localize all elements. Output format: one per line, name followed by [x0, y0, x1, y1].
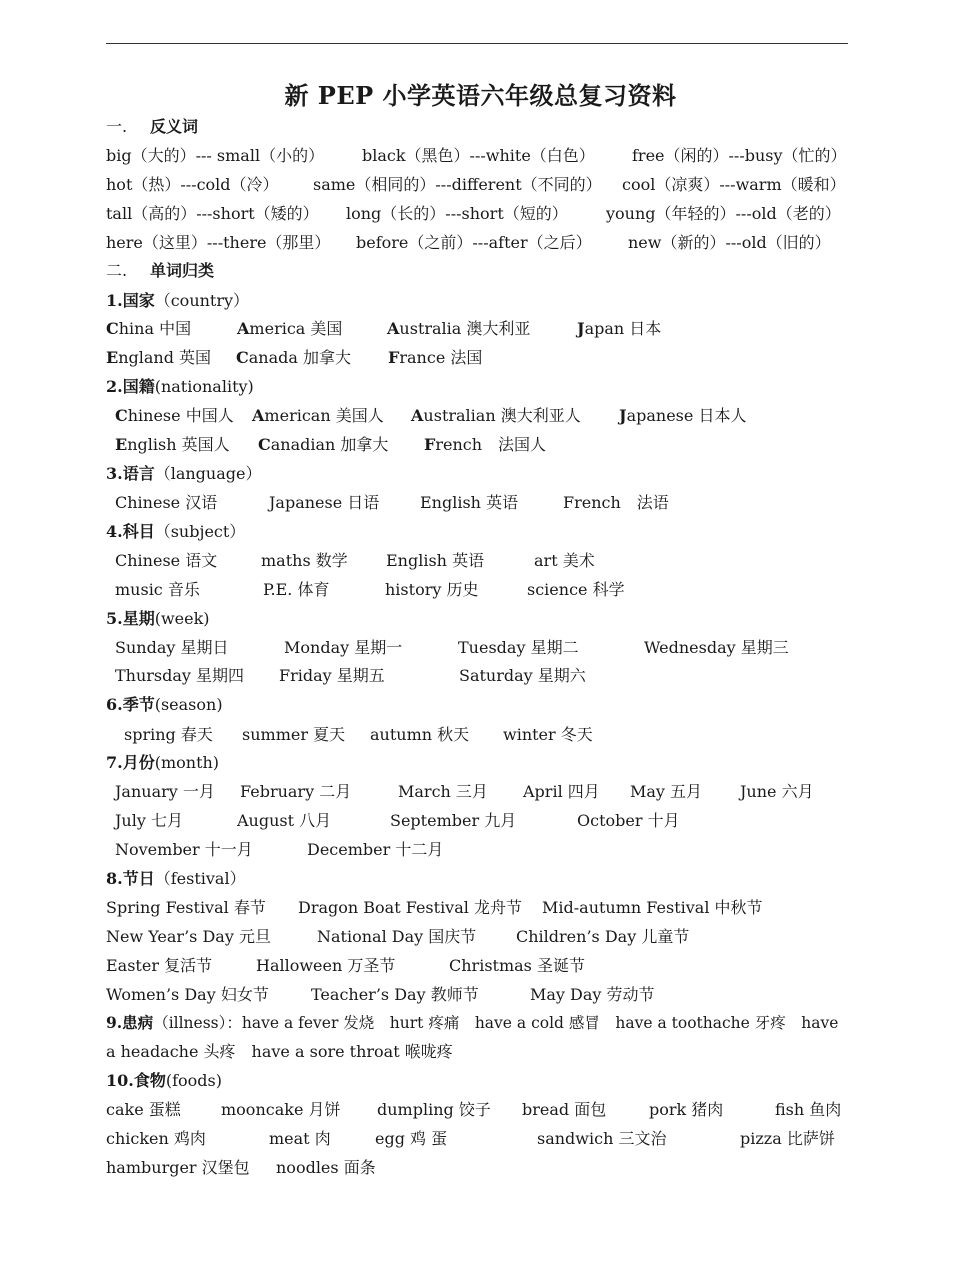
festival-word: May Day 劳动节 — [530, 985, 655, 1004]
festival-word: New Year’s Day 元旦 — [106, 927, 271, 946]
month-word: March 三月 — [398, 782, 488, 801]
nationality-word: Japanese 日本人 — [619, 406, 747, 425]
section-label: 单词归类 — [150, 261, 215, 280]
antonym-pair: new（新的）---old（旧的） — [628, 233, 831, 252]
season-word: summer 夏天 — [242, 725, 346, 744]
food-word: pork 猪肉 — [649, 1100, 724, 1119]
month-word: July 七月 — [115, 811, 183, 830]
festival-word: Teacher’s Day 教师节 — [311, 985, 479, 1004]
antonym-pair: young（年轻的）---old（老的） — [606, 204, 841, 223]
nationality-word: Australian 澳大利亚人 — [411, 406, 581, 425]
season-word: winter 冬天 — [503, 725, 593, 744]
weekday-word: Wednesday 星期三 — [644, 638, 789, 657]
category-heading-foods: 10.食物(foods) — [106, 1071, 222, 1090]
category-heading-illness: 9.患病 — [106, 1013, 154, 1032]
weekday-word: Monday 星期一 — [284, 638, 403, 657]
food-word: sandwich 三文治 — [537, 1129, 667, 1148]
antonym-pair: tall（高的）---short（矮的） — [106, 204, 319, 223]
festival-word: Halloween 万圣节 — [256, 956, 396, 975]
antonym-pair: big（大的）--- small（小的） — [106, 146, 325, 165]
top-rule — [106, 43, 848, 44]
festival-word: Dragon Boat Festival 龙舟节 — [298, 898, 522, 917]
month-word: January 一月 — [115, 782, 215, 801]
language-word: Chinese 汉语 — [115, 493, 218, 512]
subject-word: history 历史 — [385, 580, 479, 599]
antonym-pair: black（黑色）---white（白色） — [362, 146, 595, 165]
section-number: 二. — [106, 261, 128, 280]
category-heading-subject: 4.科目（subject） — [106, 522, 246, 541]
section-heading-categories — [106, 258, 214, 281]
antonym-pair: hot（热）---cold（冷） — [106, 175, 279, 194]
subject-word: maths 数学 — [261, 551, 348, 570]
food-word: dumpling 饺子 — [377, 1100, 491, 1119]
country-word: England 英国 — [106, 348, 212, 367]
food-word: meat 肉 — [269, 1129, 331, 1148]
season-word: autumn 秋天 — [370, 725, 470, 744]
month-word: February 二月 — [240, 782, 352, 801]
nationality-word: Chinese 中国人 — [115, 406, 234, 425]
food-word: chicken 鸡肉 — [106, 1129, 206, 1148]
antonym-pair: long（长的）---short（短的） — [346, 204, 568, 223]
subject-word: English 英语 — [386, 551, 485, 570]
food-word: fish 鱼肉 — [775, 1100, 842, 1119]
section-label: 反义词 — [150, 117, 199, 136]
food-word: cake 蛋糕 — [106, 1100, 181, 1119]
weekday-word: Sunday 星期日 — [115, 638, 229, 657]
category-heading-nationality: 2.国籍(nationality) — [106, 377, 254, 396]
section-heading-antonyms — [106, 114, 198, 137]
month-word: October 十月 — [577, 811, 680, 830]
category-heading-week: 5.星期(week) — [106, 609, 210, 628]
page-title: 新 PEP 小学英语六年级总复习资料 — [284, 81, 677, 110]
section-number: 一. — [106, 117, 128, 136]
month-word: September 九月 — [390, 811, 517, 830]
festival-word: Mid-autumn Festival 中秋节 — [542, 898, 763, 917]
weekday-word: Thursday 星期四 — [115, 666, 245, 685]
season-word: spring 春天 — [124, 725, 213, 744]
illness-line: 9.患病（illness）：have a fever 发烧 hurt 疼痛 have a cold 感冒 have a toothache 牙疼 have — [106, 1013, 839, 1032]
category-heading-festival: 8.节日（festival） — [106, 869, 246, 888]
country-word: Canada 加拿大 — [236, 348, 351, 367]
country-word: Australia 澳大利亚 — [387, 319, 531, 338]
weekday-word: Tuesday 星期二 — [458, 638, 579, 657]
food-word: pizza 比萨饼 — [740, 1129, 835, 1148]
food-word: noodles 面条 — [276, 1158, 376, 1177]
festival-word: Christmas 圣诞节 — [449, 956, 585, 975]
month-word: August 八月 — [237, 811, 332, 830]
antonym-pair: cool（凉爽）---warm（暖和） — [622, 175, 846, 194]
festival-word: National Day 国庆节 — [317, 927, 477, 946]
nationality-word: Canadian 加拿大 — [258, 435, 389, 454]
illness-line-cont: a headache 头疼 have a sore throat 喉咙疼 — [106, 1042, 453, 1061]
month-word: April 四月 — [523, 782, 600, 801]
festival-word: Spring Festival 春节 — [106, 898, 266, 917]
antonym-pair: free（闲的）---busy（忙的） — [632, 146, 847, 165]
subject-word: science 科学 — [527, 580, 625, 599]
nationality-word: American 美国人 — [252, 406, 384, 425]
language-word: French 法语 — [563, 493, 669, 512]
subject-word: Chinese 语文 — [115, 551, 218, 570]
month-word: December 十二月 — [307, 840, 444, 859]
festival-word: Children’s Day 儿童节 — [516, 927, 690, 946]
country-word: America 美国 — [237, 319, 343, 338]
country-word: France 法国 — [388, 348, 483, 367]
food-word: hamburger 汉堡包 — [106, 1158, 250, 1177]
festival-word: Easter 复活节 — [106, 956, 213, 975]
month-word: May 五月 — [630, 782, 703, 801]
country-word: China 中国 — [106, 319, 192, 338]
nationality-word: English 英国人 — [115, 435, 230, 454]
language-word: Japanese 日语 — [269, 493, 380, 512]
language-word: English 英语 — [420, 493, 519, 512]
antonym-pair: before（之前）---after（之后） — [356, 233, 592, 252]
antonym-pair: same（相同的）---different（不同的） — [313, 175, 602, 194]
category-heading-country: 1.国家（country） — [106, 291, 250, 310]
month-word: November 十一月 — [115, 840, 253, 859]
category-heading-season: 6.季节(season) — [106, 695, 223, 714]
subject-word: art 美术 — [534, 551, 595, 570]
food-word: bread 面包 — [522, 1100, 607, 1119]
category-heading-month: 7.月份(month) — [106, 753, 220, 772]
antonym-pair: here（这里）---there（那里） — [106, 233, 331, 252]
food-word: mooncake 月饼 — [221, 1100, 341, 1119]
subject-word: music 音乐 — [115, 580, 200, 599]
category-heading-language: 3.语言（language） — [106, 464, 262, 483]
weekday-word: Saturday 星期六 — [459, 666, 586, 685]
festival-word: Women’s Day 妇女节 — [106, 985, 269, 1004]
weekday-word: Friday 星期五 — [279, 666, 385, 685]
month-word: June 六月 — [740, 782, 814, 801]
food-word: egg 鸡 蛋 — [375, 1129, 448, 1148]
nationality-word: French 法国人 — [424, 435, 547, 454]
country-word: Japan 日本 — [577, 319, 662, 338]
subject-word: P.E. 体育 — [263, 580, 330, 599]
